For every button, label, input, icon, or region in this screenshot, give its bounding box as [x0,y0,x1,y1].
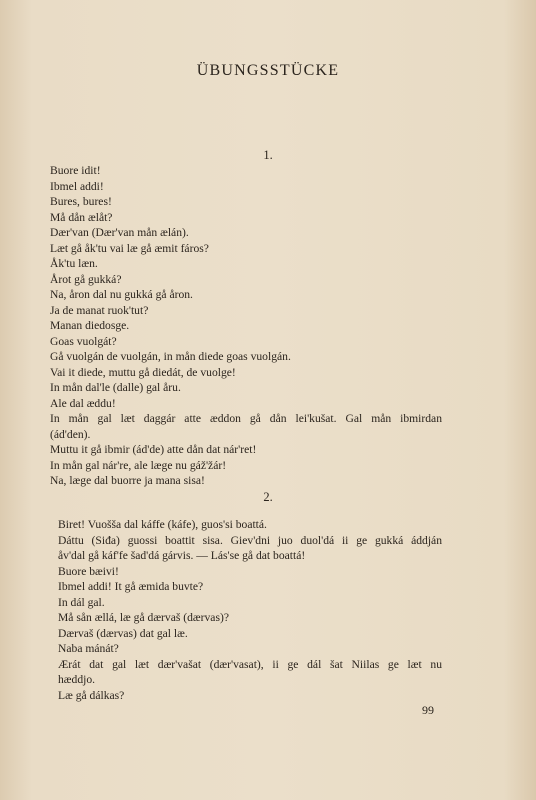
text-line: Na, læge dal buorre ja mana sisa! [50,474,205,487]
text-line: Buore bæivi! [58,564,119,578]
text-line: Ale dal æddu! [50,396,116,410]
section-number-2: 2. [263,490,273,504]
text-line: In mån gal læt daggár atte æddon gå dån lei'kušat. Gal mån ibmirdan [50,412,442,425]
text-line: Biret! Vuošša dal káffe (káfe), guos'si boattá. [58,518,267,531]
text-line: Goas vuolgát? [50,334,117,348]
text-line: Na, åron dal nu gukká gå åron. [50,288,193,301]
text-line: In mån gal nár're, ale læge nu gáž'žár! [50,458,227,472]
text-line: Læt gå åk'tu vai læ gå æmit fáros? [50,241,209,255]
text-line: In mån dal'le (dalle) gal åru. [50,381,181,394]
text-line: Ibmel addi! It gå æmida buvte? [58,580,204,593]
section-number-1: 1. [263,148,273,162]
text-line: Læ gå dálkas? [58,688,125,702]
text-line: Manan diedosge. [50,319,130,332]
text-line: Årot gå gukká? [50,272,122,286]
text-line: Gå vuolgán de vuolgán, in mån diede goas vuolgán. [50,350,291,363]
text-line: Muttu it gå ibmir (ád'de) atte dån dat nár'ret! [50,443,257,456]
text-line: hæddjo. [58,673,96,686]
page-title: ÜBUNGSSTÜCKE [196,62,340,79]
text-line: In dál gal. [58,595,105,609]
text-line: Åk'tu læn. [50,257,98,270]
text-line: åv'dal gå káf'fe šad'dá gárvis. — Lás'se gå dat boattá! [58,549,306,562]
text-line: Dær'van (Dær'van mån ælán). [50,226,189,239]
text-line: Naba mánát? [58,642,119,655]
text-line: Ibmel addi! [50,179,104,193]
section-1-text [50,163,442,489]
text-line: Bures, bures! [50,195,112,208]
text-line: Ærát dat gal læt dær'vašat (dær'vasat), ii ge dál šat Niilas ge læt nu [58,657,442,671]
text-line: Dærvaš (dærvas) dat gal læ. [58,626,188,640]
text-line: Vai it diede, muttu gå diedát, de vuolge! [50,365,236,379]
text-line: Må dån ælåt? [50,210,113,224]
text-line: (ád'den). [50,427,91,441]
text-line: Buore idit! [50,164,101,177]
text-line: Må sån ællá, læ gå dærvaš (dærvas)? [58,611,229,624]
section-2-text [50,517,442,703]
text-line: Ja de manat ruok'tut? [50,303,149,317]
page-number: 99 [422,703,434,717]
text-line: Dáttu (Siđa) guossi boattit sisa. Giev'dni juo duol'dá ii ge gukká áddján [58,533,442,547]
